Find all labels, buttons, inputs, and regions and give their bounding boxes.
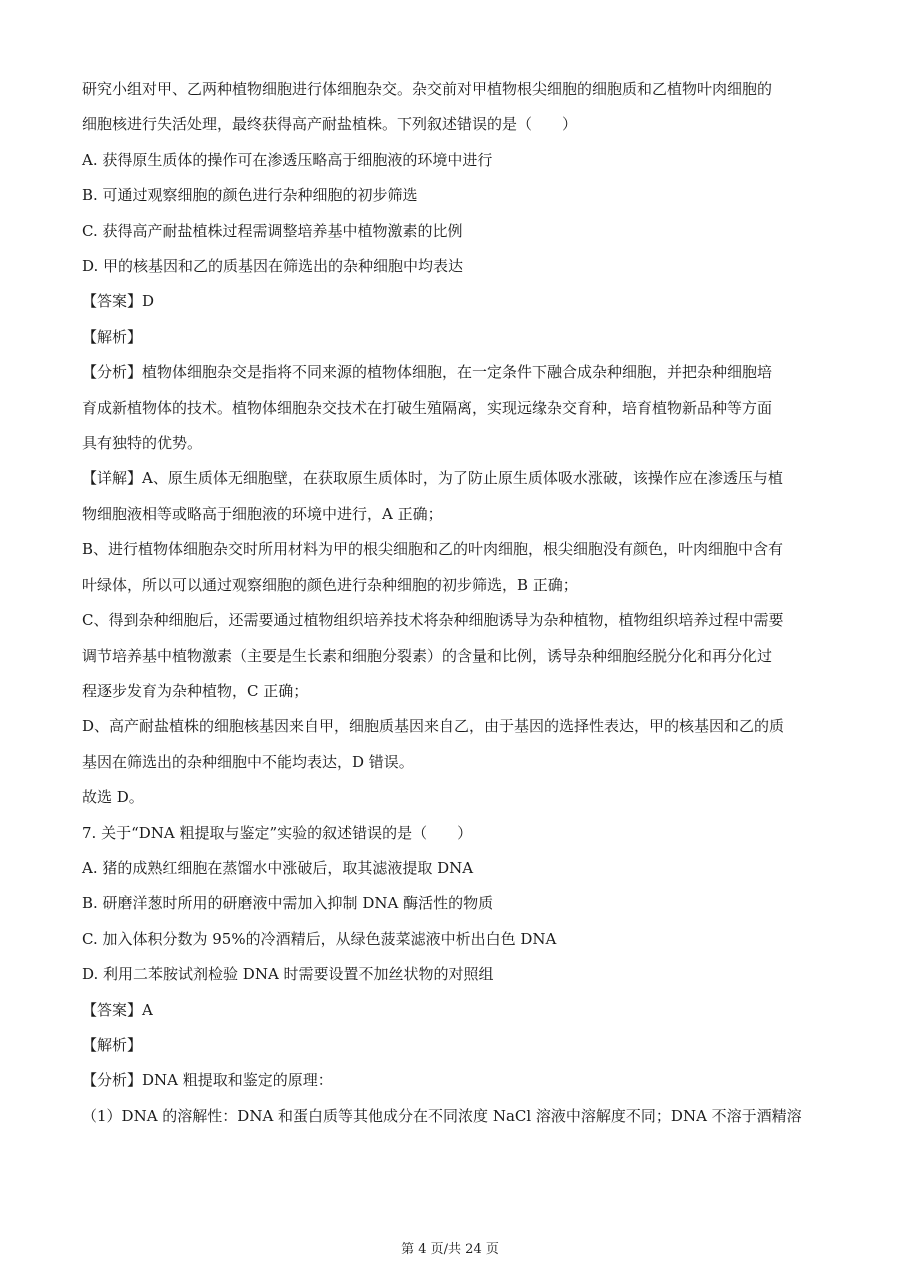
detail-text: 叶绿体，所以可以通过观察细胞的颜色进行杂种细胞的初步筛选，B 正确； (82, 575, 578, 594)
detail-text: D、高产耐盐植株的细胞核基因来自甲，细胞质基因来自乙，由于基因的选择性表达，甲的核基因和乙的质 (82, 717, 785, 736)
analysis-text: 【分析】植物体细胞杂交是指将不同来源的植物体细胞，在一定条件下融合成杂种细胞，并把杂种细胞培 (82, 363, 773, 382)
question-6 (82, 72, 824, 816)
question-7 (82, 816, 824, 1135)
option-b: B. 研磨洋葱时所用的研磨液中需加入抑制 DNA 酶活性的物质 (82, 894, 494, 913)
question-stem: 研究小组对甲、乙两种植物细胞进行体细胞杂交。杂交前对甲植物根尖细胞的细胞质和乙植物叶肉细胞的 (82, 80, 773, 98)
option-a: A. 获得原生质体的操作可在渗透压略高于细胞液的环境中进行 (82, 150, 493, 169)
option-b: B. 可通过观察细胞的颜色进行杂种细胞的初步筛选 (82, 186, 418, 205)
document-page (82, 72, 824, 1134)
analysis-text: 【分析】DNA 粗提取和鉴定的原理： (82, 1071, 333, 1090)
analysis-heading: 【解析】 (82, 327, 143, 346)
detail-text: C、得到杂种细胞后，还需要通过植物组织培养技术将杂种细胞诱导为杂种植物，植物组织培养过程中需要 (82, 611, 784, 630)
page-footer: 第 4 页/共 24 页 (401, 1242, 499, 1257)
detail-text: 【详解】A、原生质体无细胞壁，在获取原生质体时，为了防止原生质体吸水涨破，该操作应在渗透压与植 (82, 469, 783, 488)
detail-text: 物细胞液相等或略高于细胞液的环境中进行，A 正确； (82, 504, 443, 523)
question-stem: 细胞核进行失活处理，最终获得高产耐盐植株。下列叙述错误的是（ ） (82, 115, 578, 134)
option-d: D. 利用二苯胺试剂检验 DNA 时需要设置不加丝状物的对照组 (82, 965, 494, 984)
analysis-text: 具有独特的优势。 (82, 434, 203, 453)
detail-text: 调节培养基中植物激素（主要是生长素和细胞分裂素）的含量和比例，诱导杂种细胞经脱分化和再分化过 (82, 646, 773, 665)
option-a: A. 猪的成熟红细胞在蒸馏水中涨破后，取其滤液提取 DNA (82, 858, 474, 877)
answer: 【答案】D (82, 292, 155, 311)
analysis-text: （1）DNA 的溶解性：DNA 和蛋白质等其他成分在不同浓度 NaCl 溶液中溶解度不同；DNA 不溶于酒精溶 (82, 1106, 802, 1125)
conclusion: 故选 D。 (82, 788, 144, 807)
option-c: C. 获得高产耐盐植株过程需调整培养基中植物激素的比例 (82, 221, 463, 240)
answer: 【答案】A (82, 1000, 153, 1019)
option-c: C. 加入体积分数为 95%的冷酒精后，从绿色菠菜滤液中析出白色 DNA (82, 929, 557, 948)
option-d: D. 甲的核基因和乙的质基因在筛选出的杂种细胞中均表达 (82, 257, 464, 276)
analysis-heading: 【解析】 (82, 1035, 143, 1054)
analysis-text: 育成新植物体的技术。植物体细胞杂交技术在打破生殖隔离，实现远缘杂交育种，培育植物新品种等方面 (82, 398, 773, 417)
question-stem: 7. 关于“DNA 粗提取与鉴定”实验的叙述错误的是（ ） (82, 823, 473, 842)
detail-text: B、进行植物体细胞杂交时所用材料为甲的根尖细胞和乙的叶肉细胞，根尖细胞没有颜色，叶肉细胞中含有 (82, 540, 784, 559)
detail-text: 基因在筛选出的杂种细胞中不能均表达，D 错误。 (82, 752, 414, 771)
detail-text: 程逐步发育为杂种植物，C 正确； (82, 681, 309, 700)
